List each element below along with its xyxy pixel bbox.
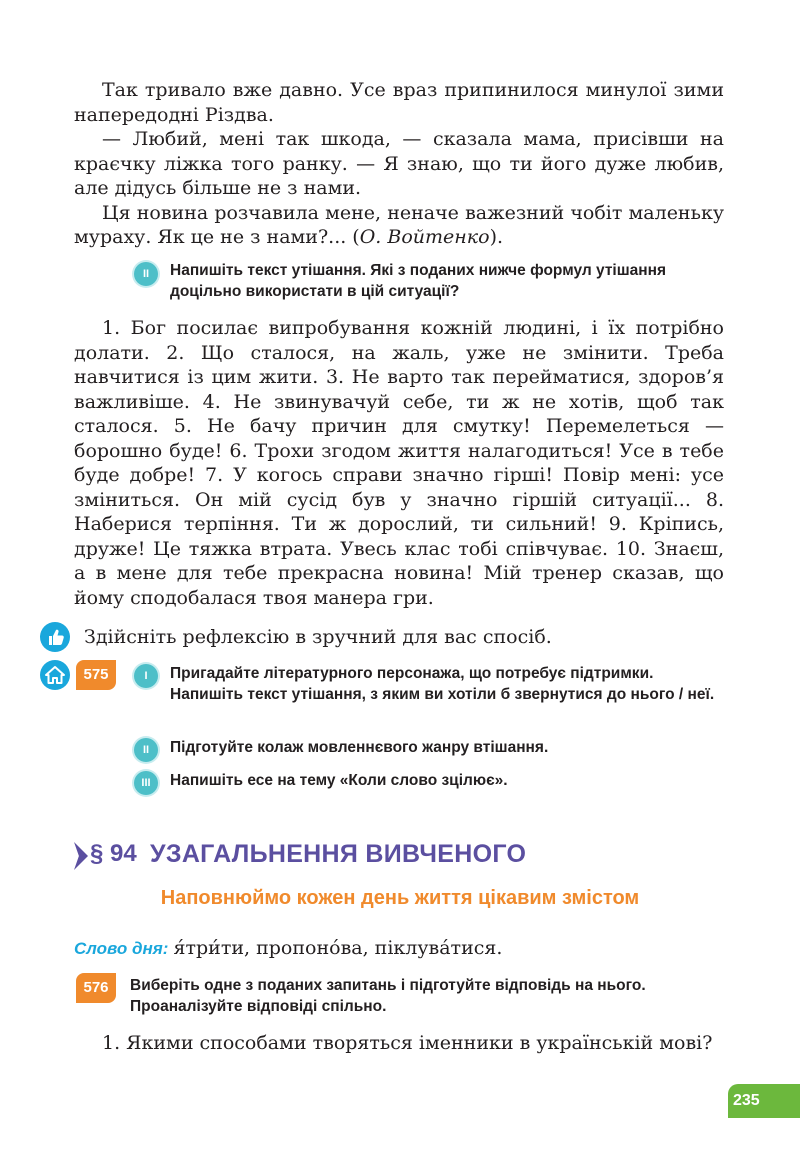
- story-paragraph-2: — Любий, мені так шкода, — сказала мама, присівши на краєчку ліжка того ранку. — Я знаю, що ти його дуже любив, але дідусь більше не з нами.: [74, 128, 724, 199]
- page-number: 235: [728, 1084, 800, 1118]
- task-number-575: 575: [76, 660, 116, 690]
- word-of-day-words: я́три́ти, пропоно́ва, піклува́тися.: [173, 937, 503, 959]
- section-chevron-icon: [74, 842, 88, 870]
- word-of-day: [74, 936, 502, 961]
- task-level-badge-ii: II: [134, 738, 158, 762]
- story-text: [74, 78, 724, 250]
- task-576-instruction: Виберіть одне з поданих запитань і підготуйте відповідь на нього. Проаналізуйте відповіді спільно.: [130, 977, 646, 1015]
- story-paragraph-1: Так тривало вже давно. Усе враз припинилося минулої зими напередодні Різдва.: [74, 79, 724, 126]
- task-level-badge-ii: II: [134, 262, 158, 286]
- task-level-badge-iii: III: [134, 771, 158, 795]
- story-author: О. Войтенко: [359, 226, 490, 248]
- task-575-item-2: Підготуйте колаж мовленнєвого жанру втішання.: [170, 739, 549, 756]
- thumbs-up-icon: [40, 622, 70, 652]
- task-575-item-1: Пригадайте літературного персонажа, що потребує підтримки. Напишіть текст утішання, з яким ви хотіли б звернутися до нього / неї.: [170, 665, 715, 703]
- story-paragraph-3: [74, 201, 724, 250]
- home-icon: [40, 660, 70, 690]
- consolation-formulas: 1. Бог посилає випробування кожній людині, і їх потрібно долати. 2. Що сталося, на жаль, уже не змінити. Треба навчитися із цим жити. 3. Не варто так перейматися, здоров’я важливіше. 4. Не звинувачуй себе, ти ж не хотів, щоб так сталося. 5. Не бачу причин для смутку! Перемелеться — борошно буде! 6. Трохи згодом життя налагодиться! Усе в тебе буде добре! 7. У когось справи значно гірші! Повір мені: усе зміниться. Он мій сусід був у значно гіршій ситуації... 8. Наберися терпіння. Ти ж дорослий, ти сильний! 9. Кріпись, друже! Це тяжка втрата. Увесь клас тобі співчуває. 10. Знаєш, а в мене для тебе прекрасна новина! Мій тренер сказав, що йому сподобалася твоя манера гри.: [74, 317, 724, 609]
- story-paragraph-3-end: ).: [489, 226, 504, 248]
- task-level-badge-i: I: [134, 664, 158, 688]
- task-number-576: 576: [76, 973, 116, 1003]
- reflection-text: Здійсніть рефлексію в зручний для вас спосіб.: [84, 626, 552, 648]
- section-number: § 94: [90, 840, 137, 867]
- section-title: УЗАГАЛЬНЕННЯ ВИВЧЕНОГО: [150, 840, 527, 868]
- section-subtitle: Наповнюймо кожен день життя цікавим змістом: [160, 887, 640, 909]
- task-ii-instruction: Напишіть текст утішання. Які з поданих нижче формул утішання доцільно використати в цій ситуації?: [170, 262, 667, 300]
- question-1: 1. Якими способами творяться іменники в українській мові?: [102, 1032, 713, 1054]
- word-of-day-label: Слово дня:: [74, 939, 169, 958]
- task-575-item-3: Напишіть есе на тему «Коли слово зцілює».: [170, 772, 508, 789]
- story-paragraph-3-main: Ця новина розчавила мене, неначе важезний чобіт маленьку мураху. Як це не з нами?... (: [74, 201, 724, 248]
